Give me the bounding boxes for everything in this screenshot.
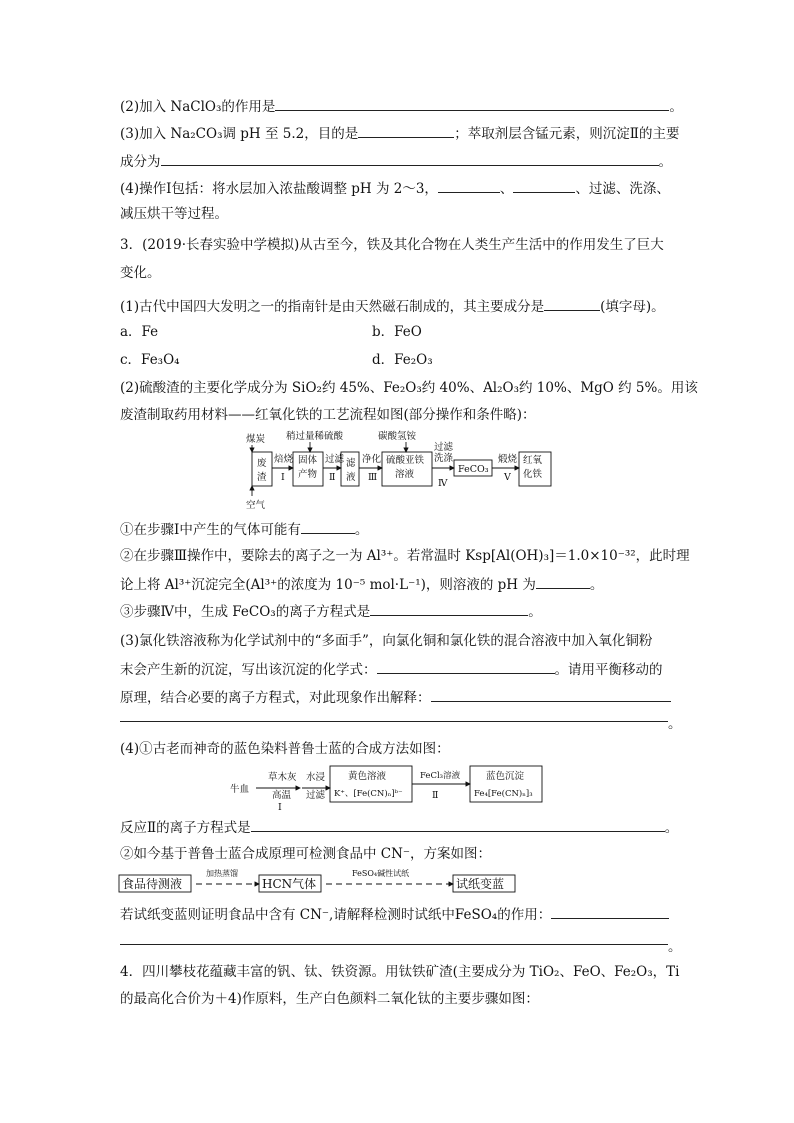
box-label: 硫酸亚铁 xyxy=(386,455,425,466)
input-label: 稍过量稀硫酸 xyxy=(286,431,344,442)
period: 。 xyxy=(528,604,542,620)
question-line xyxy=(120,574,603,594)
question-text: (3)加入 Na₂CO₃调 pH 至 5.2，目的是 xyxy=(120,126,359,142)
question-line xyxy=(120,519,368,539)
question-line xyxy=(120,178,670,198)
question-line xyxy=(120,296,665,316)
step-label: 过滤 xyxy=(306,790,326,801)
option-b[interactable]: b．FeO xyxy=(372,324,422,340)
question-line xyxy=(120,817,678,837)
question-line xyxy=(120,123,679,143)
arrow-label: FeSO₄碱性试纸 xyxy=(352,869,410,878)
step-label: 草木灰 xyxy=(268,772,297,783)
question-line: 减压烘干等过程。 xyxy=(120,206,228,222)
question-line: (2)硫酸渣的主要化学成分为 SiO₂约 45%、Fe₂O₃约 40%、Al₂O₃约 10%、MgO 约 5%。用该 xyxy=(120,380,698,396)
question-text: (填字母)。 xyxy=(600,299,665,315)
process-flow-diagram xyxy=(236,428,566,514)
question-3-title-cont: 变化。 xyxy=(120,265,161,281)
question-text: 反应Ⅱ的离子方程式是 xyxy=(120,820,251,836)
box-label: 产物 xyxy=(298,469,318,480)
box-label: 废 xyxy=(257,458,267,469)
question-text: 成分为 xyxy=(120,154,161,170)
start-label: 牛血 xyxy=(230,784,250,795)
box-label: 试纸变蓝 xyxy=(456,877,505,891)
input-label: 空气 xyxy=(246,500,266,511)
input-label: 碳酸氢铵 xyxy=(378,431,417,442)
question-line: (3)氯化铁溶液称为化学试剂中的“多面手”，向氯化铜和氯化铁的混合溶液中加入氧化铜粉 xyxy=(120,633,653,649)
answer-blank[interactable] xyxy=(120,944,668,945)
step-label: 煅烧 xyxy=(498,454,518,465)
box-label: 化铁 xyxy=(523,469,543,480)
step-label: 洗涤 xyxy=(434,453,454,464)
arrow-label: 加热蒸馏 xyxy=(206,869,238,878)
answer-blank[interactable] xyxy=(377,659,555,674)
question-text: 、过滤、洗涤、 xyxy=(575,181,670,197)
question-line xyxy=(120,904,669,924)
question-line: ②如今基于普鲁士蓝合成原理可检测食品中 CN⁻，方案如图： xyxy=(120,846,492,862)
question-text: ①在步骤Ⅰ中产生的气体可能有 xyxy=(120,522,301,538)
step-label: 高温 xyxy=(272,790,292,801)
step-label: FeCl₃溶液 xyxy=(420,771,461,781)
box-label: 蓝色沉淀 xyxy=(486,771,525,782)
question-text: (1)古代中国四大发明之一的指南针是由天然磁石制成的，其主要成分是 xyxy=(120,299,545,315)
period: 。 xyxy=(589,577,604,593)
question-text: (4)操作Ⅰ包括：将水层加入浓盐酸调整 pH 为 2～3， xyxy=(120,181,438,197)
prussian-blue-flow-diagram xyxy=(228,764,544,814)
answer-blank[interactable] xyxy=(513,178,575,193)
step-label: Ⅴ xyxy=(504,472,511,483)
answer-blank[interactable] xyxy=(251,817,665,832)
period: 。 xyxy=(664,820,679,836)
question-text: 论上将 Al³⁺沉淀完全(Al³⁺的浓度为 10⁻⁵ mol·L⁻¹)，则溶液的 pH 为 xyxy=(120,577,536,593)
question-4-title: 4．四川攀枝花蕴藏丰富的钒、钛、铁资源。用钛铁矿渣(主要成分为 TiO₂、FeO、Fe₂O₃，Ti xyxy=(120,964,680,980)
step-label: 焙烧 xyxy=(274,454,294,465)
box-label: 红氧 xyxy=(523,455,543,466)
question-line xyxy=(120,96,683,116)
question-text: ③步骤Ⅳ中，生成 FeCO₃的离子方程式是 xyxy=(120,604,371,620)
separator: 、 xyxy=(499,181,514,197)
question-line xyxy=(120,659,663,679)
input-label: 煤炭 xyxy=(246,434,266,445)
answer-blank[interactable] xyxy=(536,574,590,589)
answer-blank[interactable] xyxy=(370,601,528,616)
period: 。 xyxy=(668,939,682,955)
period: 。 xyxy=(354,522,369,538)
step-label: 过滤 xyxy=(325,454,345,465)
period: 。 xyxy=(668,716,682,732)
question-3-title: 3．(2019·长春实验中学模拟)从古至今，铁及其化合物在人类生产生活中的作用发生了巨大 xyxy=(120,237,664,253)
step-label: 水浸 xyxy=(306,772,326,783)
box-label: FeCO₃ xyxy=(458,464,489,475)
option-c[interactable]: c．Fe₃O₄ xyxy=(120,352,180,368)
option-a[interactable]: a．Fe xyxy=(120,324,159,340)
question-4-title-cont: 的最高化合价为＋4)作原料，生产白色颜料二氧化钛的主要步骤如图： xyxy=(120,991,539,1007)
cn-detection-flow-diagram xyxy=(118,868,518,894)
box-label: 固体 xyxy=(298,455,318,466)
question-line: 废渣制取药用材料——红氧化铁的工艺流程如图(部分操作和条件略)： xyxy=(120,407,536,423)
box-label: 食品待测液 xyxy=(122,877,183,891)
box-label: HCN气体 xyxy=(262,877,317,891)
box-label: 渣 xyxy=(257,472,267,483)
step-label: Ⅰ xyxy=(281,472,285,483)
question-line xyxy=(120,687,671,707)
question-text: 。请用平衡移动的 xyxy=(554,662,663,678)
answer-blank[interactable] xyxy=(358,123,454,138)
question-text: 末会产生新的沉淀，写出该沉淀的化学式： xyxy=(120,662,377,678)
box-label: 液 xyxy=(346,472,356,483)
answer-blank[interactable] xyxy=(161,151,659,166)
question-line xyxy=(120,601,542,621)
step-label: 过滤 xyxy=(434,442,454,453)
answer-blank[interactable] xyxy=(275,96,669,111)
answer-blank[interactable] xyxy=(301,519,355,534)
answer-blank[interactable] xyxy=(120,721,668,722)
question-line xyxy=(120,151,672,171)
question-text: 若试纸变蓝则证明食品中含有 CN⁻,请解释检测时试纸中FeSO₄的作用： xyxy=(120,907,552,923)
box-label: Fe₄[Fe(CN)ₙ]₃ xyxy=(474,789,533,799)
step-label: Ⅲ xyxy=(368,472,378,483)
step-label: 净化 xyxy=(362,454,382,465)
option-d[interactable]: d．Fe₂O₃ xyxy=(372,352,433,368)
answer-blank[interactable] xyxy=(544,296,600,311)
period: 。 xyxy=(658,154,672,170)
box-label: K⁺、[Fe(CN)ₙ]ᵇ⁻ xyxy=(334,789,403,799)
step-label: Ⅰ xyxy=(278,802,282,813)
step-label: Ⅱ xyxy=(329,472,336,483)
question-line: ②在步骤Ⅲ操作中，要除去的离子之一为 Al³⁺。若常温时 Ksp[Al(OH)₃]＝1.0×10⁻³²，此时理 xyxy=(120,548,690,564)
answer-blank[interactable] xyxy=(431,687,671,702)
question-text: ；萃取剂层含锰元素，则沉淀Ⅱ的主要 xyxy=(454,126,680,142)
box-label: 溶液 xyxy=(395,469,415,480)
answer-blank[interactable] xyxy=(438,178,500,193)
question-line: (4)①古老而神奇的蓝色染料普鲁士蓝的合成方法如图： xyxy=(120,741,450,757)
period: 。 xyxy=(669,99,683,115)
question-text: (2)加入 NaClO₃的作用是 xyxy=(120,99,276,115)
answer-blank[interactable] xyxy=(551,904,669,919)
step-label: Ⅱ xyxy=(432,790,439,801)
box-label: 滤 xyxy=(346,458,356,469)
question-text: 原理，结合必要的离子方程式，对此现象作出解释： xyxy=(120,690,431,706)
box-label: 黄色溶液 xyxy=(348,771,387,782)
step-label: Ⅳ xyxy=(438,478,448,489)
